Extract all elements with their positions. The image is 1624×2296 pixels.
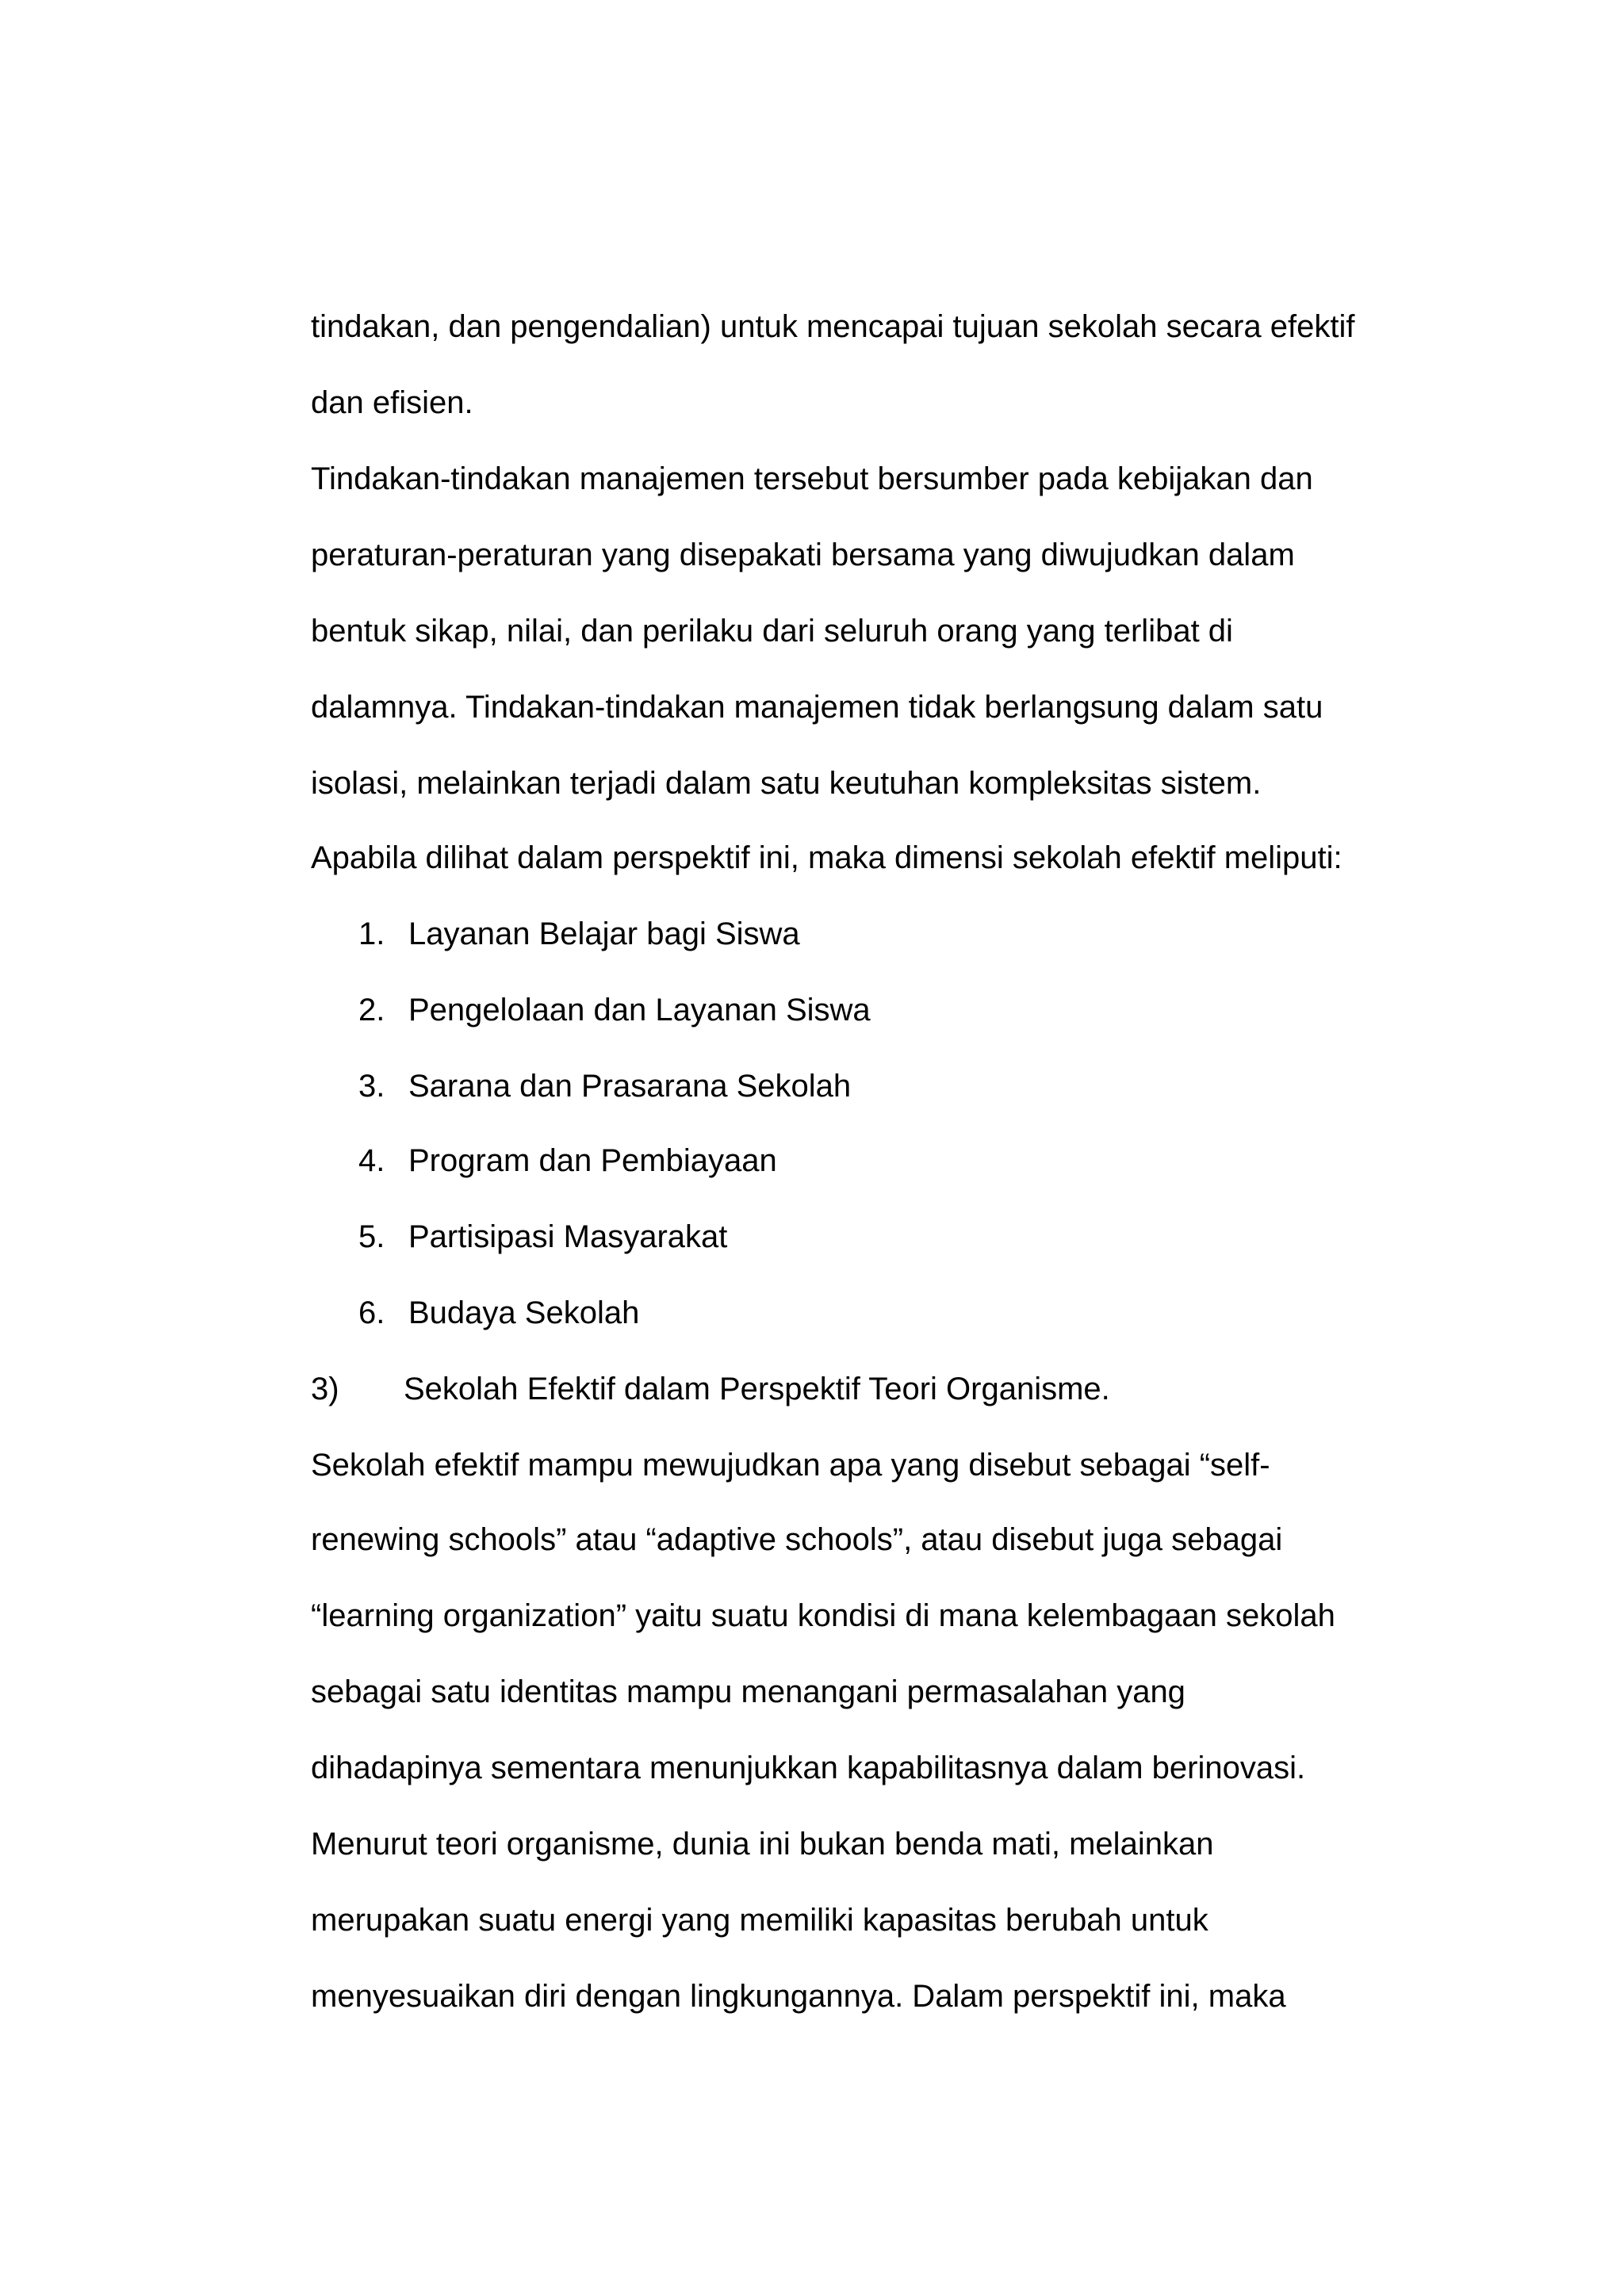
list-item-text: Partisipasi Masyarakat <box>408 1219 728 1254</box>
list-item-text: Pengelolaan dan Layanan Siswa <box>408 993 871 1027</box>
list-item-number: 6. <box>358 1295 385 1330</box>
paragraph-line: renewing schools” atau “adaptive schools”, atau disebut juga sebagai <box>311 1522 1283 1557</box>
paragraph-line: isolasi, melainkan terjadi dalam satu keutuhan kompleksitas sistem. <box>311 766 1262 801</box>
paragraph-line: merupakan suatu energi yang memiliki kapasitas berubah untuk <box>311 1903 1208 1938</box>
paragraph-line: “learning organization” yaitu suatu kondisi di mana kelembagaan sekolah <box>311 1598 1335 1633</box>
paragraph-line: tindakan, dan pengendalian) untuk mencapai tujuan sekolah secara efektif <box>311 309 1355 344</box>
list-item-number: 2. <box>358 993 385 1027</box>
list-item-text: Budaya Sekolah <box>408 1295 640 1330</box>
list-item-text: Sarana dan Prasarana Sekolah <box>408 1069 852 1104</box>
paragraph-line: Tindakan-tindakan manajemen tersebut bersumber pada kebijakan dan <box>311 461 1313 496</box>
paragraph-line: Menurut teori organisme, dunia ini bukan benda mati, melainkan <box>311 1827 1214 1862</box>
paragraph-line: dan efisien. <box>311 385 473 420</box>
paragraph-line: dalamnya. Tindakan-tindakan manajemen tidak berlangsung dalam satu <box>311 690 1323 725</box>
paragraph-line: Sekolah efektif mampu mewujudkan apa yang disebut sebagai “self- <box>311 1448 1270 1483</box>
section-heading-text: Sekolah Efektif dalam Perspektif Teori Organisme. <box>404 1372 1110 1406</box>
list-item-number: 4. <box>358 1143 385 1178</box>
paragraph-line: peraturan-peraturan yang disepakati bersama yang diwujudkan dalam <box>311 538 1295 572</box>
list-item-text: Program dan Pembiayaan <box>408 1143 777 1178</box>
section-heading-number: 3) <box>311 1372 339 1406</box>
list-item-number: 5. <box>358 1219 385 1254</box>
paragraph-line: sebagai satu identitas mampu menangani permasalahan yang <box>311 1674 1185 1709</box>
paragraph-line: Apabila dilihat dalam perspektif ini, maka dimensi sekolah efektif meliputi: <box>311 840 1342 875</box>
list-item-number: 3. <box>358 1069 385 1104</box>
list-item-number: 1. <box>358 916 385 951</box>
paragraph-line: bentuk sikap, nilai, dan perilaku dari seluruh orang yang terlibat di <box>311 614 1233 649</box>
list-item-text: Layanan Belajar bagi Siswa <box>408 916 800 951</box>
paragraph-line: dihadapinya sementara menunjukkan kapabilitasnya dalam berinovasi. <box>311 1751 1306 1785</box>
paragraph-line: menyesuaikan diri dengan lingkungannya. Dalam perspektif ini, maka <box>311 1979 1286 2014</box>
